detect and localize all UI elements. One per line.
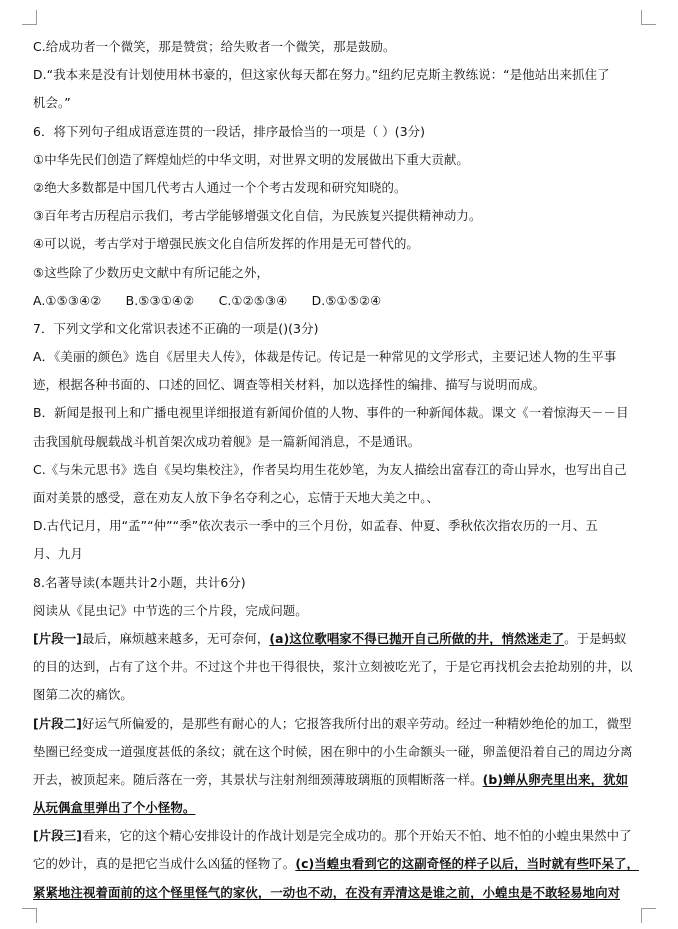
segment-2-line-3: [33, 766, 639, 794]
segment-3-line-3: [33, 879, 639, 907]
q6-sentence-2: ②绝大多数都是中国几代考古人通过一个个考古发现和研究知晓的。: [33, 179, 407, 195]
segment-1-line-2: 的目的达到，占有了这个井。不过这个井也干得很快，浆汁立刻被吃光了，于是它再找机会去抢劫别的井，以: [33, 659, 633, 675]
segment-3-tag: [片段三]: [33, 828, 82, 844]
segment-1-text: 最后，麻烦越来越多，无可奈何，: [82, 630, 270, 646]
option-c-line: C.给成功者一个微笑，那是赞赏；给失败者一个微笑，那是鼓励。: [33, 39, 396, 54]
segment-3-text-cont: 它的妙计，真的是把它当成什么凶猛的怪物了。: [33, 856, 296, 872]
segment-3-marked-sentence-cont: 紧紧地注视着面前的这个怪里怪气的家伙，一动也不动，在没有弄清这是谁之前，小蝗虫是不敢轻易地向对: [33, 884, 621, 900]
segment-2-tag: [片段二]: [33, 715, 82, 731]
q6-options: A.①⑤③④② B.⑤③①④② C.①②⑤③④ D.⑤①⑤②④: [33, 292, 382, 308]
segment-1-line-1: [33, 625, 639, 653]
q6-sentence-3: ③百年考古历程启示我们，考古学能够增强文化自信，为民族复兴提供精神动力。: [33, 208, 482, 224]
segment-1-text-end: 。于是蚂蚁: [564, 630, 627, 646]
page-corner-mark: [641, 908, 656, 923]
document-body: [33, 33, 639, 907]
q7-option-d: D.古代记月，用“孟”“仲”“季”依次表示一季中的三个月份，如孟春、仲夏、季秋依次指农历的一月、五: [33, 518, 598, 534]
segment-2-marked-sentence: (b)蝉从卵壳里出来，犹如: [482, 771, 629, 787]
segment-3-line-2: [33, 850, 639, 878]
question-6-stem: 6．将下列句子组成语意连贯的一段话，排序最恰当的一项是（ ）(3分): [33, 123, 426, 139]
page-corner-mark: [22, 10, 37, 25]
segment-2-marked-sentence-cont: 从玩偶盒里弹出了个小怪物。: [33, 800, 196, 816]
q6-sentence-1: ①中华先民们创造了辉煌灿烂的中华文明，对世界文明的发展做出下重大贡献。: [33, 151, 469, 167]
segment-2-line-4: [33, 794, 639, 822]
q7-option-d-cont: 月、九月: [33, 546, 83, 562]
q7-option-c-cont: 面对美景的感受，意在劝友人放下争名夺利之心，忘情于天地大美之中。、: [33, 490, 439, 505]
segment-2-text-cont: 开去，被顶起来。随后落在一旁，其景状与注射剂细颈薄玻璃瓶的顶帽断落一样。: [33, 771, 483, 787]
segment-2-text: 好运气所偏爱的，是那些有耐心的人；它报答我所付出的艰辛劳动。经过一种精妙绝伦的加工，微型: [82, 715, 632, 731]
q6-sentence-4: ④可以说，考古学对于增强民族文化自信所发挥的作用是无可替代的。: [33, 236, 419, 252]
segment-2-line-1: [33, 710, 639, 738]
page-corner-mark: [641, 10, 656, 25]
segment-3-line-1: [33, 822, 639, 850]
page-corner-mark: [22, 908, 37, 923]
question-7-stem: 7．下列文学和文化常识表述不正确的一项是()(3分): [33, 320, 319, 336]
q7-option-a: A．《美丽的颜色》选自《居里夫人传》，体裁是传记。传记是一种常见的文学形式，主要记述人物的生平事: [33, 349, 617, 365]
option-d-line-cont: 机会。”: [33, 95, 71, 111]
q7-option-b: B．新闻是报刊上和广播电视里详细报道有新闻价值的人物、事件的一种新闻体裁。课文《一着惊海天－－目: [33, 405, 629, 421]
option-d-line: D.“我本来是没有计划使用林书豪的，但这家伙每天都在努力。”纽约尼克斯主教练说：“是他站出来抓住了: [33, 67, 610, 83]
segment-3-marked-sentence: (c)当蝗虫看到它的这副奇怪的样子以后，当时就有些吓呆了，: [295, 856, 639, 872]
segment-3-text: 看来，它的这个精心安排设计的作战计划是完全成功的。那个开始天不怕、地不怕的小蝗虫果然中了: [82, 828, 632, 844]
q7-option-c: C.《与朱元思书》选自《吴均集校注》，作者吴均用生花妙笔，为友人描绘出富春江的奇山异水，也写出自己: [33, 461, 627, 477]
segment-1-marked-sentence: (a)这位歌唱家不得已抛开自己所做的井，悄然迷走了: [269, 630, 565, 646]
segment-1-line-3: 图第二次的痛饮。: [33, 687, 133, 703]
q7-option-a-cont: 迹，根据各种书面的、口述的回忆、调查等相关材料，加以选择性的编排、描写与说明而成。: [33, 377, 546, 393]
q7-option-b-cont: 击我国航母舰载战斗机首架次成功着舰》是一篇新闻消息，不是通讯。: [33, 433, 421, 449]
segment-2-line-2: 垫圈已经变成一道强度甚低的条纹；就在这个时候，困在卵中的小生命额头一碰，卵盖便沿着自己的周边分离: [33, 743, 633, 759]
question-8-stem: 8.名著导读(本题共计2小题，共计6分): [33, 574, 246, 590]
q8-instruction: 阅读从《昆虫记》中节选的三个片段，完成问题。: [33, 602, 308, 618]
q6-sentence-5: ⑤这些除了少数历史文献中有所记能之外，: [33, 264, 270, 280]
segment-1-tag: [片段一]: [33, 630, 82, 646]
